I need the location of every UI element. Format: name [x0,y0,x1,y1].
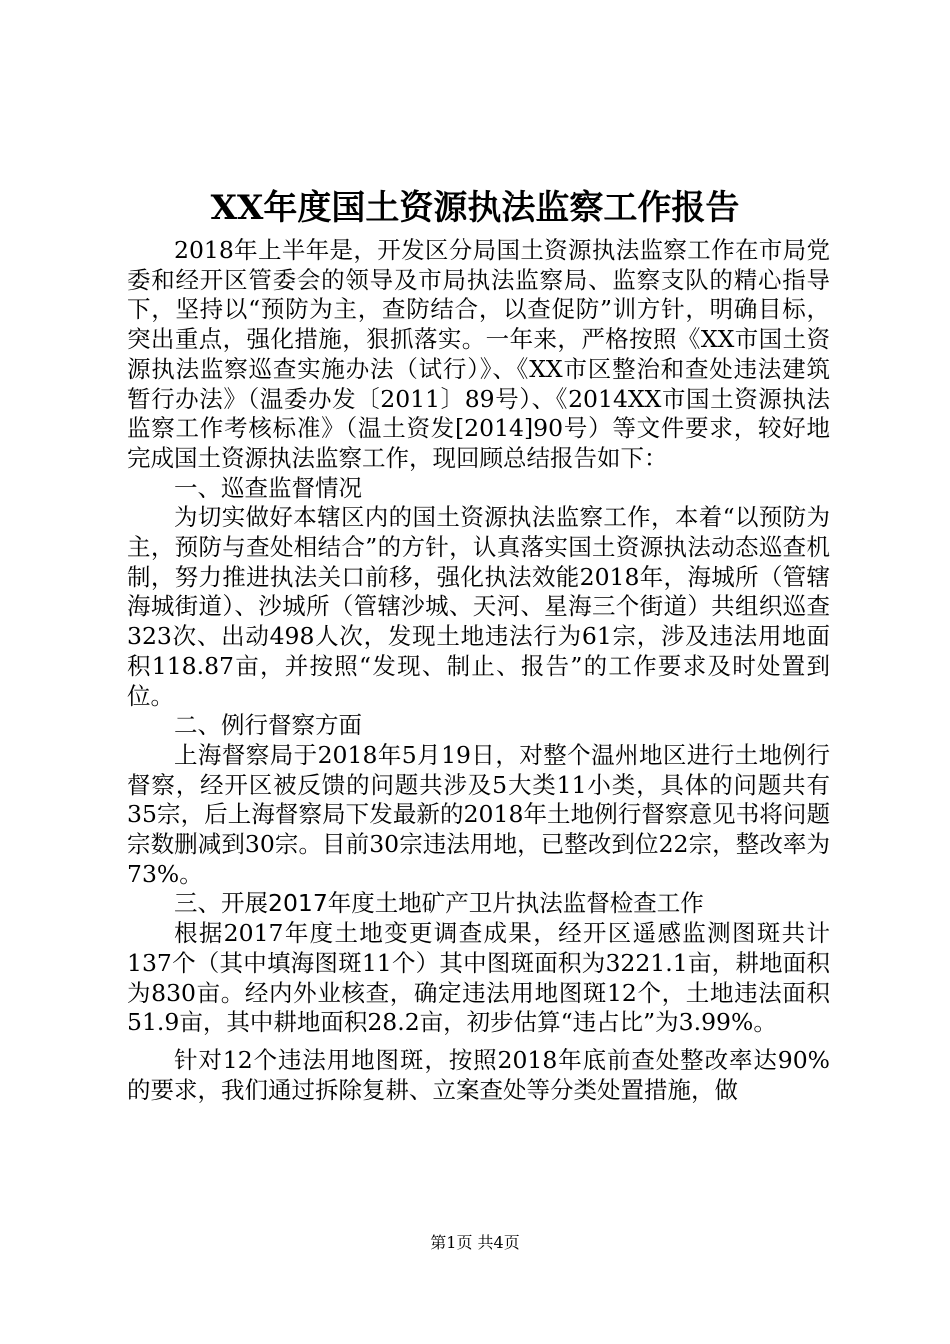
document-title: XX年度国土资源执法监察工作报告 [210,188,740,228]
section-3-heading: 三、开展2017年度土地矿产卫片执法监督检查工作 [174,889,704,918]
section-3-paragraph-1: 根据2017年度土地变更调查成果，经开区遥感监测图斑共计137个（其中填海图斑11个）其中图斑面积为3221.1亩，耕地面积为830亩。经内外业核查，确定违法用地图斑12个，土地违法面积51.9亩，其中耕地面积28.2亩，初步估算“违占比”为3.99%。 [127,919,830,1037]
section-3-paragraph-2: 针对12个违法用地图斑，按照2018年底前查处整改率达90%的要求，我们通过拆除复耕、立案查处等分类处置措施，做 [127,1045,830,1104]
document-body [127,236,830,1105]
section-2-paragraph: 上海督察局于2018年5月19日，对整个温州地区进行土地例行督察，经开区被反馈的问题共涉及5大类11小类，具体的问题共有35宗，后上海督察局下发最新的2018年土地例行督察意见书将问题宗数删减到30宗。目前30宗违法用地，已整改到位22宗，整改率为73%。 [127,740,830,888]
paragraph-gap [127,1038,830,1046]
intro-paragraph: 2018年上半年是，开发区分局国土资源执法监察工作在市局党委和经开区管委会的领导及市局执法监察局、监察支队的精心指导下，坚持以“预防为主，查防结合，以查促防”训方针，明确目标，突出重点，强化措施，狠抓落实。一年来，严格按照《XX市国土资源执法监察巡查实施办法（试行）》、《XX市区整治和查处违法建筑暂行办法》（温委办发〔2011〕89号）、《2014XX市国土资源执法监察工作考核标准》（温土资发[2014]90号）等文件要求，较好地完成国土资源执法监察工作，现回顾总结报告如下： [127,236,830,472]
section-1-paragraph: 为切实做好本辖区内的国土资源执法监察工作，本着“以预防为主，预防与查处相结合”的方针，认真落实国土资源执法动态巡查机制，努力推进执法关口前移，强化执法效能2018年，海城所（管辖海城街道）、沙城所（管辖沙城、天河、星海三个街道）共组织巡查323次、出动498人次，发现土地违法行为61宗，涉及违法用地面积118.87亩，并按照“发现、制止、报告”的工作要求及时处置到位。 [127,503,830,710]
section-1-heading: 一、巡查监督情况 [174,473,362,502]
page-number-footer: 第1页 共4页 [430,1233,520,1252]
section-2-heading: 二、例行督察方面 [174,711,362,740]
